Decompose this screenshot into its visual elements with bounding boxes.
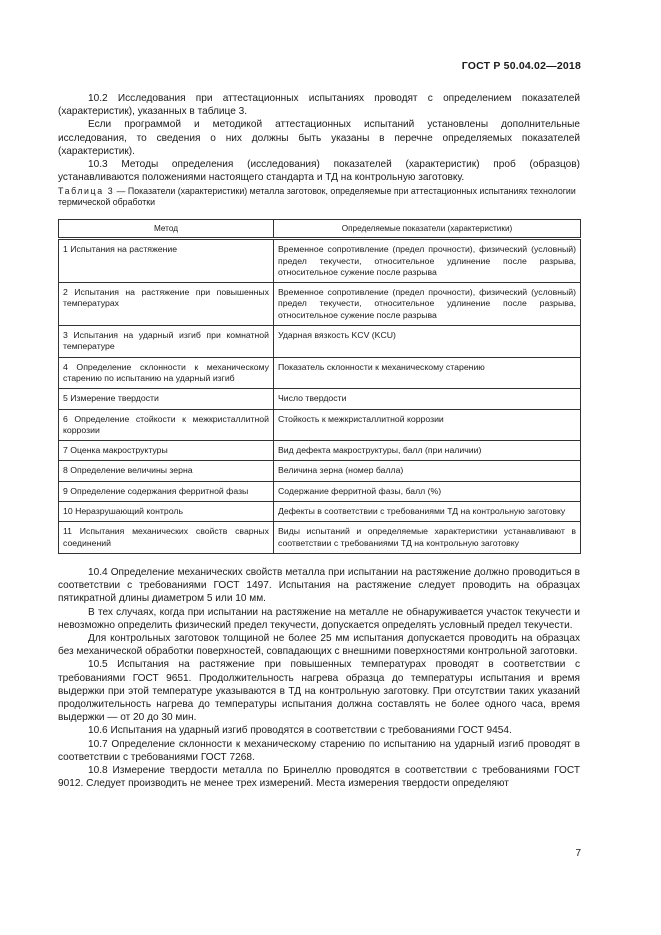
table-caption: [58, 186, 580, 209]
method-cell: 7 Оценка макроструктуры: [59, 441, 274, 461]
indicator-cell: Величина зерна (номер балла): [274, 461, 581, 481]
table-row: [59, 502, 581, 522]
method-cell: 1 Испытания на растяжение: [59, 239, 274, 283]
top-paragraphs: [58, 92, 580, 184]
indicator-cell: Дефекты в соответствии с требованиями ТД на контрольную заготовку: [274, 502, 581, 522]
method-cell: 11 Испытания механических свойств сварных соединений: [59, 522, 274, 554]
indicator-cell: Виды испытаний и определяемые характеристики устанавливают в соответствии с требованиями ТД на контрольную заготовку: [274, 522, 581, 554]
method-cell: 2 Испытания на растяжение при повышенных температурах: [59, 283, 274, 326]
page-number: 7: [575, 848, 581, 859]
table-row: [59, 239, 581, 283]
table-row: [59, 522, 581, 554]
method-cell: 6 Определение стойкости к межкристаллитной коррозии: [59, 409, 274, 441]
table-caption-text: — Показатели (характеристики) металла заготовок, определяемые при аттестационных испытаниях технологии термической обработки: [58, 186, 576, 208]
indicator-cell: Содержание ферритной фазы, балл (%): [274, 481, 581, 501]
table-row: [59, 461, 581, 481]
paragraph: 10.6 Испытания на ударный изгиб проводятся в соответствии с требованиями ГОСТ 9454.: [88, 725, 512, 737]
paragraph: 10.5 Испытания на растяжение при повышенных температурах проводят в соответствии с требованиями ГОСТ 9651. Продолжительность нагрева образца до температуры испытания и время выдержки при этой температуре указываются в ТД на контрольную заготовку. При отсутствии таких указаний продолжительность нагрева до температуры испытания должна составлять не более одного часа, время выдержки — от 20 до 30 мин.: [58, 659, 580, 724]
paragraph: В тех случаях, когда при испытании на растяжение на металле не обнаруживается участок текучести и невозможно определить физический предел текучести, допускается определять условный предел текучести.: [58, 606, 580, 631]
table-header-row: [59, 220, 581, 239]
indicator-cell: Ударная вязкость KCV (KCU): [274, 326, 581, 358]
table-row: [59, 357, 581, 389]
indicators-table: [58, 219, 581, 554]
paragraph: 10.8 Измерение твердости металла по Бринеллю проводятся в соответствии с требованиями ГОСТ 9012. Следует производить не менее трех измерений. Места измерения твердости определяют: [58, 765, 580, 790]
table-caption-label: Таблица 3: [58, 186, 115, 196]
paragraph: 10.3 Методы определения (исследования) показателей (характеристик) проб (образцов) устанавливаются положениями настоящего стандарта и ТД на контрольную заготовку.: [58, 159, 580, 184]
header-method: Метод: [59, 220, 274, 239]
bottom-paragraphs: [58, 566, 580, 790]
indicator-cell: Показатель склонности к механическому старению: [274, 357, 581, 389]
indicator-cell: Временное сопротивление (предел прочности), физический (условный) предел текучести, относительное удлинение после разрыва, относительное сужение после разрыва: [274, 239, 581, 283]
table-row: [59, 481, 581, 501]
method-cell: 4 Определение склонности к механическому старению по испытанию на ударный изгиб: [59, 357, 274, 389]
paragraph: Если программой и методикой аттестационных испытаний установлены дополнительные исследования, то сведения о них должны быть указаны в перечне определяемых показателей (характеристик).: [58, 119, 580, 157]
paragraph: 10.2 Исследования при аттестационных испытаниях проводят с определением показателей (характеристик), указанных в таблице 3.: [58, 93, 580, 118]
method-cell: 5 Измерение твердости: [59, 389, 274, 409]
header-indicators: Определяемые показатели (характеристики): [274, 220, 581, 239]
method-cell: 3 Испытания на ударный изгиб при комнатной температуре: [59, 326, 274, 358]
table-row: [59, 409, 581, 441]
method-cell: 10 Неразрушающий контроль: [59, 502, 274, 522]
indicator-cell: Временное сопротивление (предел прочности), физический (условный) предел текучести, относительное удлинение после разрыва, относительное сужение после разрыва: [274, 283, 581, 326]
method-cell: 9 Определение содержания ферритной фазы: [59, 481, 274, 501]
paragraph: 10.4 Определение механических свойств металла при испытании на растяжение должно проводиться в соответствии с требованиями ГОСТ 1497. Испытания на растяжение следует проводить на образцах пятикратной длины диаметром 5 или 10 мм.: [58, 567, 580, 605]
indicator-cell: Стойкость к межкристаллитной коррозии: [274, 409, 581, 441]
paragraph: Для контрольных заготовок толщиной не более 25 мм испытания допускается проводить на образцах без механической обработки поверхностей, совпадающих с внешними поверхностями контрольной заготовки.: [58, 633, 580, 658]
table-row: [59, 441, 581, 461]
indicator-cell: Вид дефекта макроструктуры, балл (при наличии): [274, 441, 581, 461]
paragraph: 10.7 Определение склонности к механическому старению по испытанию на ударный изгиб проводят в соответствии с требованиями ГОСТ 7268.: [58, 738, 580, 763]
method-cell: 8 Определение величины зерна: [59, 461, 274, 481]
table-row: [59, 283, 581, 326]
document-code: ГОСТ Р 50.04.02—2018: [461, 60, 581, 72]
table-row: [59, 326, 581, 358]
indicator-cell: Число твердости: [274, 389, 581, 409]
table-row: [59, 389, 581, 409]
